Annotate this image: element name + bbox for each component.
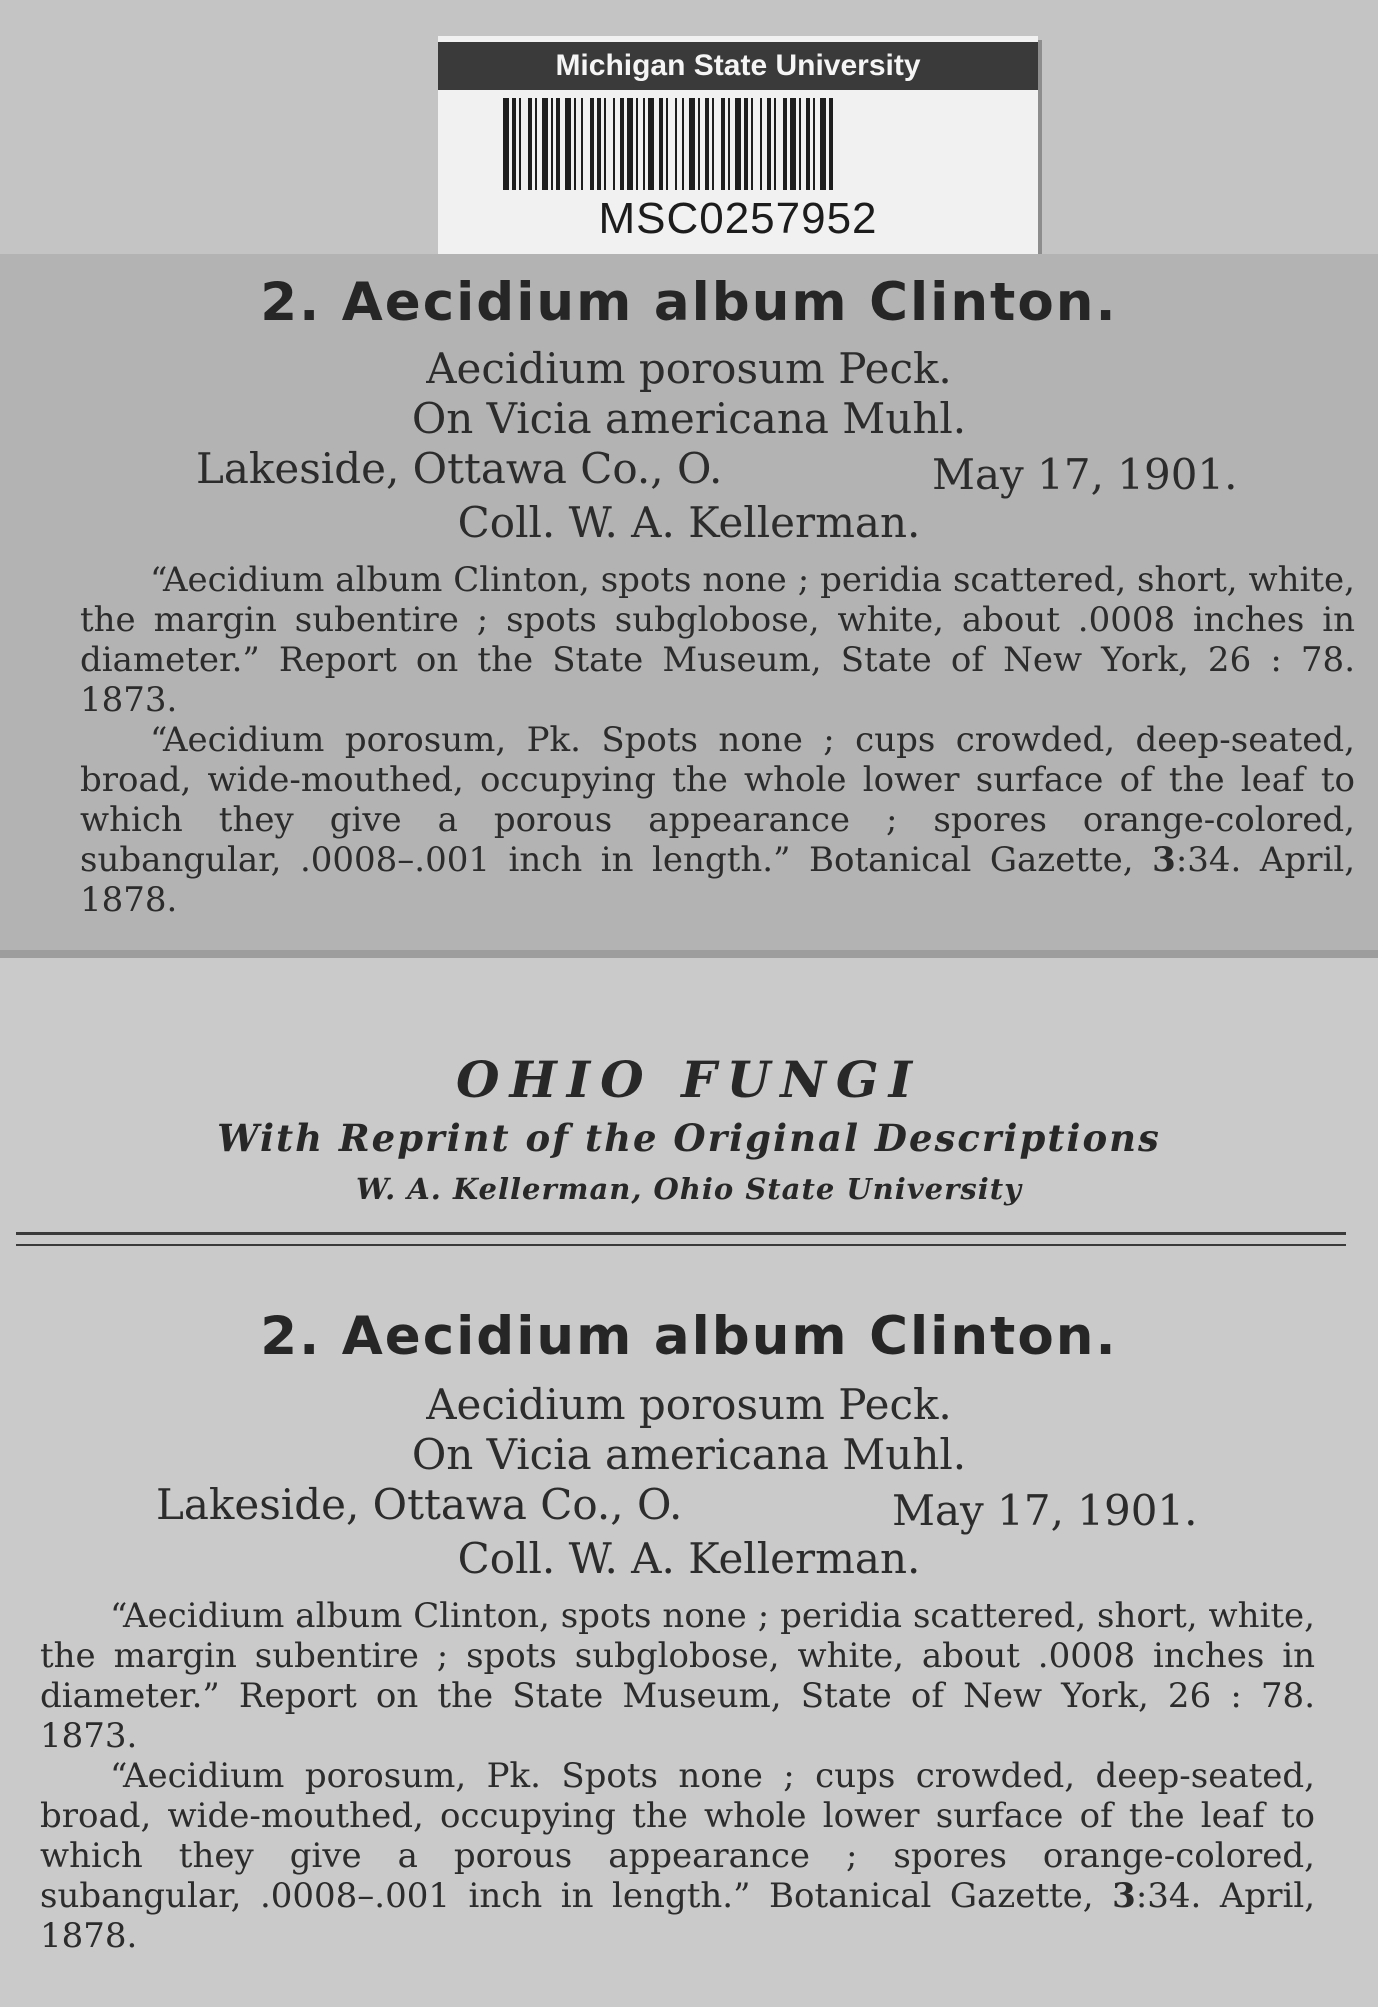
- barcode-bar: [574, 98, 576, 190]
- description-peck-top: [80, 720, 1355, 920]
- series-author: W. A. Kellerman, Ohio State University: [356, 1172, 1022, 1206]
- barcode-bar: [648, 98, 654, 190]
- specimen-date-bottom: May 17, 1901.: [892, 1486, 1198, 1535]
- barcode-institution: Michigan State University: [438, 42, 1038, 90]
- barcode-bar: [799, 98, 801, 190]
- barcode-bar: [682, 98, 684, 190]
- barcode-bar: [829, 98, 833, 190]
- header-rule-bottom: [16, 1244, 1346, 1246]
- barcode-bar: [551, 98, 553, 190]
- specimen-title-bottom: 2. Aecidium album Clinton.: [260, 1306, 1118, 1367]
- barcode-bar: [590, 98, 594, 190]
- description-peck-text-top: “Aecidium porosum, Pk. Spots none ; cups crowded, deep-seated, broad, wide-mouthed, occupying the whole lower surface of the leaf to which they give a porous appearance ; spores orange-colored, subangular, .0008–.001 inch in length.” Botanical Gazette,: [80, 720, 1355, 880]
- barcode-bar: [581, 98, 583, 190]
- specimen-synonym-top: Aecidium porosum Peck.: [426, 344, 952, 393]
- barcode-bar: [774, 98, 776, 190]
- barcode-bar: [790, 98, 796, 190]
- barcode-bar: [636, 98, 638, 190]
- barcode-bar: [712, 98, 714, 190]
- description-block-top: [80, 560, 1355, 920]
- specimen-collector-top: Coll. W. A. Kellerman.: [457, 498, 921, 547]
- specimen-locality-bottom: Lakeside, Ottawa Co., O.: [156, 1480, 683, 1529]
- description-clinton-bottom: “Aecidium album Clinton, spots none ; peridia scattered, short, white, the margin subentire ; spots subglobose, white, about .0008 inches in diameter.” Report on the State Museum, State of New York, 26 : 78. 1873.: [40, 1596, 1315, 1756]
- description-peck-end-top: :34. April, 1878.: [80, 840, 1355, 920]
- description-peck-bottom: [40, 1756, 1315, 1956]
- barcode-bar: [613, 98, 615, 190]
- barcode-bar: [689, 98, 695, 190]
- barcode-bar: [604, 98, 606, 190]
- barcode-bar: [597, 98, 601, 190]
- specimen-synonym-bottom: Aecidium porosum Peck.: [426, 1380, 952, 1429]
- description-peck-volume-bottom: 3: [1112, 1876, 1136, 1916]
- specimen-title-top: 2. Aecidium album Clinton.: [260, 272, 1118, 333]
- barcode-bar: [813, 98, 815, 190]
- barcode-label: [438, 36, 1038, 258]
- barcode-bar: [705, 98, 709, 190]
- barcode-bar: [556, 98, 560, 190]
- specimen-collector-bottom: Coll. W. A. Kellerman.: [457, 1534, 921, 1583]
- barcode-bar: [512, 98, 516, 190]
- barcode-bar: [528, 98, 532, 190]
- barcode-bar: [542, 98, 548, 190]
- barcode-bar: [751, 98, 753, 190]
- barcode-bar: [820, 98, 826, 190]
- description-peck-volume-top: 3: [1152, 840, 1176, 880]
- barcode-bar: [535, 98, 537, 190]
- barcode-bar: [767, 98, 771, 190]
- barcode-bar: [760, 98, 762, 190]
- barcode-bar: [503, 98, 509, 190]
- barcode-bar: [728, 98, 730, 190]
- barcode-bar: [783, 98, 787, 190]
- description-peck-end-bottom: :34. April, 1878.: [40, 1876, 1315, 1956]
- barcode-bar: [735, 98, 741, 190]
- barcode-number: MSC0257952: [598, 194, 878, 243]
- barcode-bar: [721, 98, 725, 190]
- specimen-host-top: On Vicia americana Muhl.: [411, 394, 967, 443]
- series-title: OHIO FUNGI: [455, 1050, 923, 1109]
- barcode-bar: [643, 98, 645, 190]
- barcode-bar: [698, 98, 700, 190]
- barcode-bar: [620, 98, 624, 190]
- description-block-bottom: [40, 1596, 1315, 1956]
- barcode-bar: [659, 98, 663, 190]
- barcode-bar: [627, 98, 633, 190]
- specimen-date-top: May 17, 1901.: [932, 450, 1238, 499]
- barcode-bar: [519, 98, 521, 190]
- barcode-image: [503, 98, 973, 190]
- barcode-bar: [806, 98, 810, 190]
- specimen-locality-top: Lakeside, Ottawa Co., O.: [196, 444, 723, 493]
- specimen-host-bottom: On Vicia americana Muhl.: [411, 1430, 967, 1479]
- series-subtitle: With Reprint of the Original Descriptions: [217, 1116, 1161, 1160]
- barcode-bar: [565, 98, 571, 190]
- barcode-bar: [666, 98, 668, 190]
- description-peck-text-bottom: “Aecidium porosum, Pk. Spots none ; cups crowded, deep-seated, broad, wide-mouthed, occupying the whole lower surface of the leaf to which they give a porous appearance ; spores orange-colored, subangular, .0008–.001 inch in length.” Botanical Gazette,: [40, 1756, 1315, 1916]
- barcode-bar: [744, 98, 748, 190]
- header-rule-top: [16, 1232, 1346, 1235]
- description-clinton-top: “Aecidium album Clinton, spots none ; peridia scattered, short, white, the margin subentire ; spots subglobose, white, about .0008 inches in diameter.” Report on the State Museum, State of New York, 26 : 78. 1873.: [80, 560, 1355, 720]
- barcode-bar: [675, 98, 677, 190]
